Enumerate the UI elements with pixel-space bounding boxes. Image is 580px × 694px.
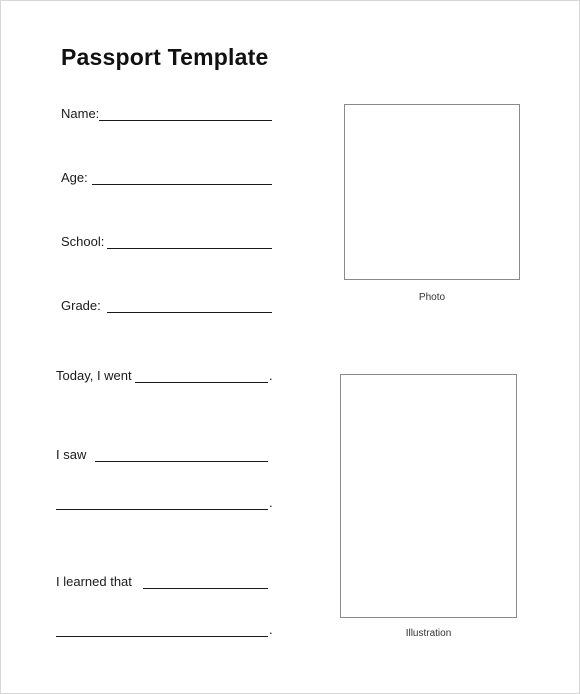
grade-blank-line[interactable]: [107, 312, 272, 313]
today-went-label: Today, I went: [56, 368, 132, 383]
today-went-period: .: [269, 368, 273, 383]
school-blank-line[interactable]: [107, 248, 272, 249]
i-saw-blank-line[interactable]: [95, 461, 268, 462]
i-learned-second-blank-line[interactable]: [56, 636, 268, 637]
today-went-blank-line[interactable]: [135, 382, 268, 383]
i-learned-label: I learned that: [56, 574, 132, 589]
name-label: Name:: [61, 106, 100, 121]
school-label: School:: [61, 234, 105, 249]
name-blank-line[interactable]: [99, 120, 272, 121]
i-learned-blank-line[interactable]: [143, 588, 268, 589]
i-saw-second-blank-line[interactable]: [56, 509, 268, 510]
i-learned-period: .: [269, 622, 273, 637]
photo-box[interactable]: [344, 104, 520, 280]
illustration-box[interactable]: [340, 374, 517, 618]
photo-caption: Photo: [418, 292, 446, 303]
illustration-caption: Illustration: [405, 628, 452, 639]
grade-label: Grade:: [61, 298, 101, 313]
page-title: Passport Template: [61, 44, 269, 70]
i-saw-period: .: [269, 495, 273, 510]
i-saw-label: I saw: [56, 447, 87, 462]
age-blank-line[interactable]: [92, 184, 272, 185]
age-label: Age:: [61, 170, 88, 185]
